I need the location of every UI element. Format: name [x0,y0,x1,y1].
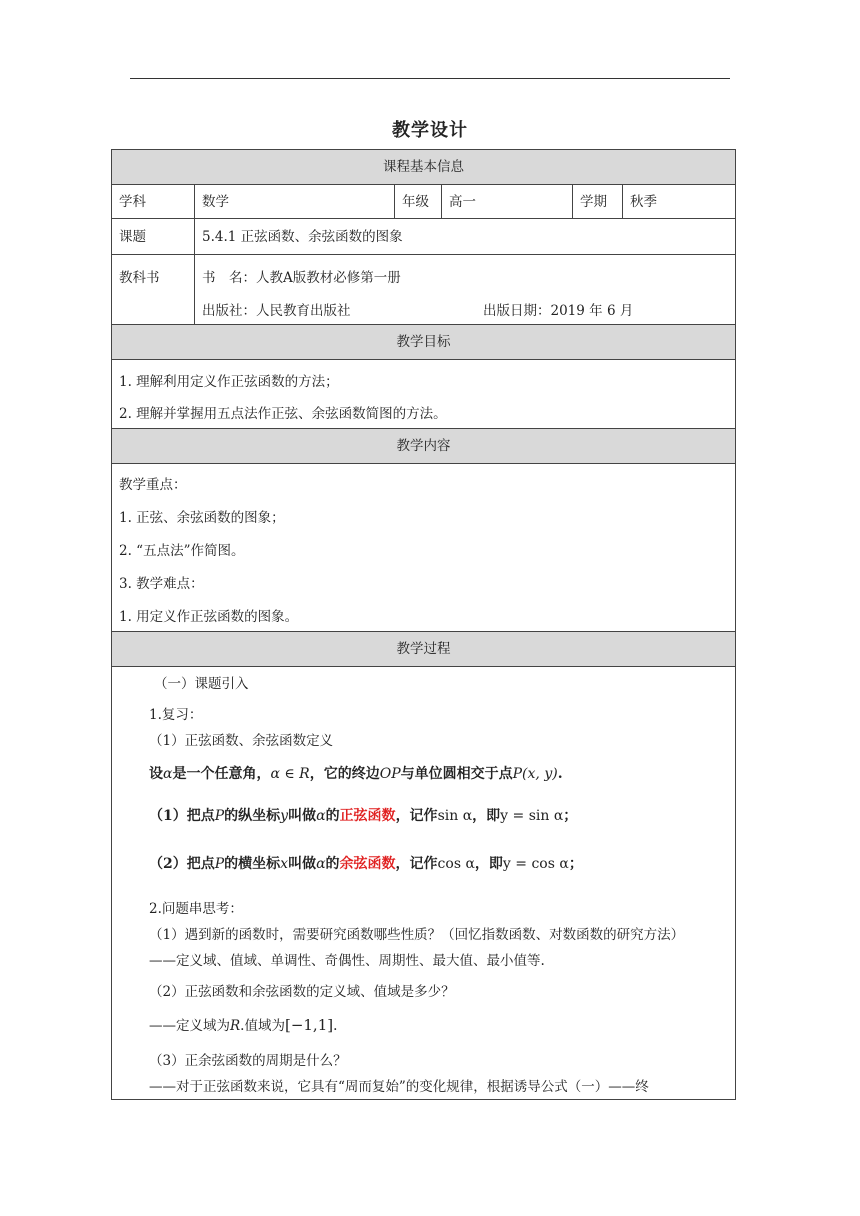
sine-text: ，即 [472,808,501,824]
process-header-row [112,632,735,667]
r-symbol: R [230,1018,241,1034]
textbook-details [195,255,735,324]
book-name: 书 名：人教A版教材必修第一册 [202,270,401,286]
grade-value: 高一 [442,185,573,218]
question-1: （1）遇到新的函数时，需要研究函数哪些性质？（回忆指数函数、对数函数的研究方法） [149,927,685,943]
sine-formula: y = sin α [500,808,564,824]
sine-definition [149,805,577,825]
p-symbol: P [214,856,225,872]
questions-heading: 2.问题串思考： [149,901,243,917]
cosine-function-term: 余弦函数 [339,856,396,872]
content-header-row [112,429,735,464]
p-symbol: P [214,808,225,824]
cosine-text: 的横坐标 [224,856,281,872]
alpha-symbol: α [316,808,326,824]
answer-3: ——对于正弦函数来说，它具有“周而复始”的变化规律，根据诱导公式（一）——终 [149,1079,649,1095]
difficulty-title: 3. 教学难点： [119,576,204,592]
document-title: 教学设计 [392,120,468,141]
review-item-1: （1）正弦函数、余弦函数定义 [149,733,334,749]
question-2: （2）正弦函数和余弦函数的定义域、值域是多少？ [149,984,455,1000]
cosine-formula: y = cos α [502,856,569,872]
cosine-notation: cos α [437,856,475,872]
header-rule [130,78,730,79]
alpha-symbol: α [163,766,173,782]
grade-label: 年级 [395,185,442,218]
sine-function-term: 正弦函数 [339,808,396,824]
basic-info-header-row [112,150,735,185]
definition-line [149,763,563,783]
definition-text: 与单位圆相交于点 [400,766,513,782]
cosine-text: ，即 [474,856,503,872]
process-header: 教学过程 [396,641,451,657]
difficulty-1: 1. 用定义作正弦函数的图象。 [119,609,299,625]
definition-text: ，它的终边 [309,766,380,782]
term-label: 学期 [573,185,623,218]
cosine-definition [149,853,583,873]
key-points-title: 教学重点： [119,477,187,493]
key-point-2: 2. “五点法”作简图。 [119,543,245,559]
sine-text: ； [563,808,578,824]
cosine-text: ，记作 [395,856,438,872]
answer-2-text: ——定义域为 [149,1018,230,1034]
basic-info-header: 课程基本信息 [383,159,464,175]
alpha-symbol: α [316,856,326,872]
op-symbol: OP [379,766,401,782]
sine-text: （1）把点 [149,808,215,824]
definition-text: . [557,766,563,782]
objectives-header: 教学目标 [396,334,451,350]
subject-row [112,185,735,219]
cosine-text: （2）把点 [149,856,215,872]
textbook-row [112,255,735,325]
lesson-design-table [111,149,736,1100]
range-interval: [−1,1] [284,1016,334,1034]
textbook-label: 教科书 [112,255,195,324]
y-symbol: y [280,808,289,824]
process-body [112,667,735,1100]
topic-value: 5.4.1 正弦函数、余弦函数的图象 [202,229,403,245]
objective-item-1: 1. 理解利用定义作正弦函数的方法； [119,374,339,390]
subject-label: 学科 [112,185,195,218]
topic-label: 课题 [112,219,195,254]
term-value: 秋季 [630,194,657,210]
x-symbol: x [280,856,289,872]
content-body [112,464,735,632]
sine-text: 的 [325,808,340,824]
question-3: （3）正余弦函数的周期是什么？ [149,1053,347,1069]
publisher: 出版社：人民教育出版社 [202,303,351,319]
answer-2 [149,1014,337,1034]
answer-1: ——定义域、值域、单调性、奇偶性、周期性、最大值、最小值等. [149,953,545,969]
alpha-in-r: α ∈ R [270,766,310,782]
answer-2-text: . [333,1018,338,1034]
point-p: P(x, y) [512,766,558,782]
cosine-text: 的 [325,856,340,872]
review-heading: 1.复习： [149,707,203,723]
sine-text: 的纵坐标 [224,808,281,824]
cosine-text: ； [568,856,583,872]
definition-text: 设 [149,766,163,782]
publication-date: 出版日期：2019 年 6 月 [483,303,634,319]
definition-text: 是一个任意角， [172,766,271,782]
sine-text: 叫做 [288,808,317,824]
content-header: 教学内容 [396,438,451,454]
sine-notation: sin α [437,808,473,824]
objective-item-2: 2. 理解并掌握用五点法作正弦、余弦函数简图的方法。 [119,406,447,422]
cosine-text: 叫做 [288,856,317,872]
subject-value: 数学 [195,185,395,218]
key-point-1: 1. 正弦、余弦函数的图象； [119,510,285,526]
objectives-header-row [112,325,735,360]
intro-heading: （一）课题引入 [154,676,249,692]
objectives-body [112,360,735,429]
topic-row [112,219,735,255]
sine-text: ，记作 [395,808,438,824]
answer-2-text: .值域为 [240,1018,285,1034]
